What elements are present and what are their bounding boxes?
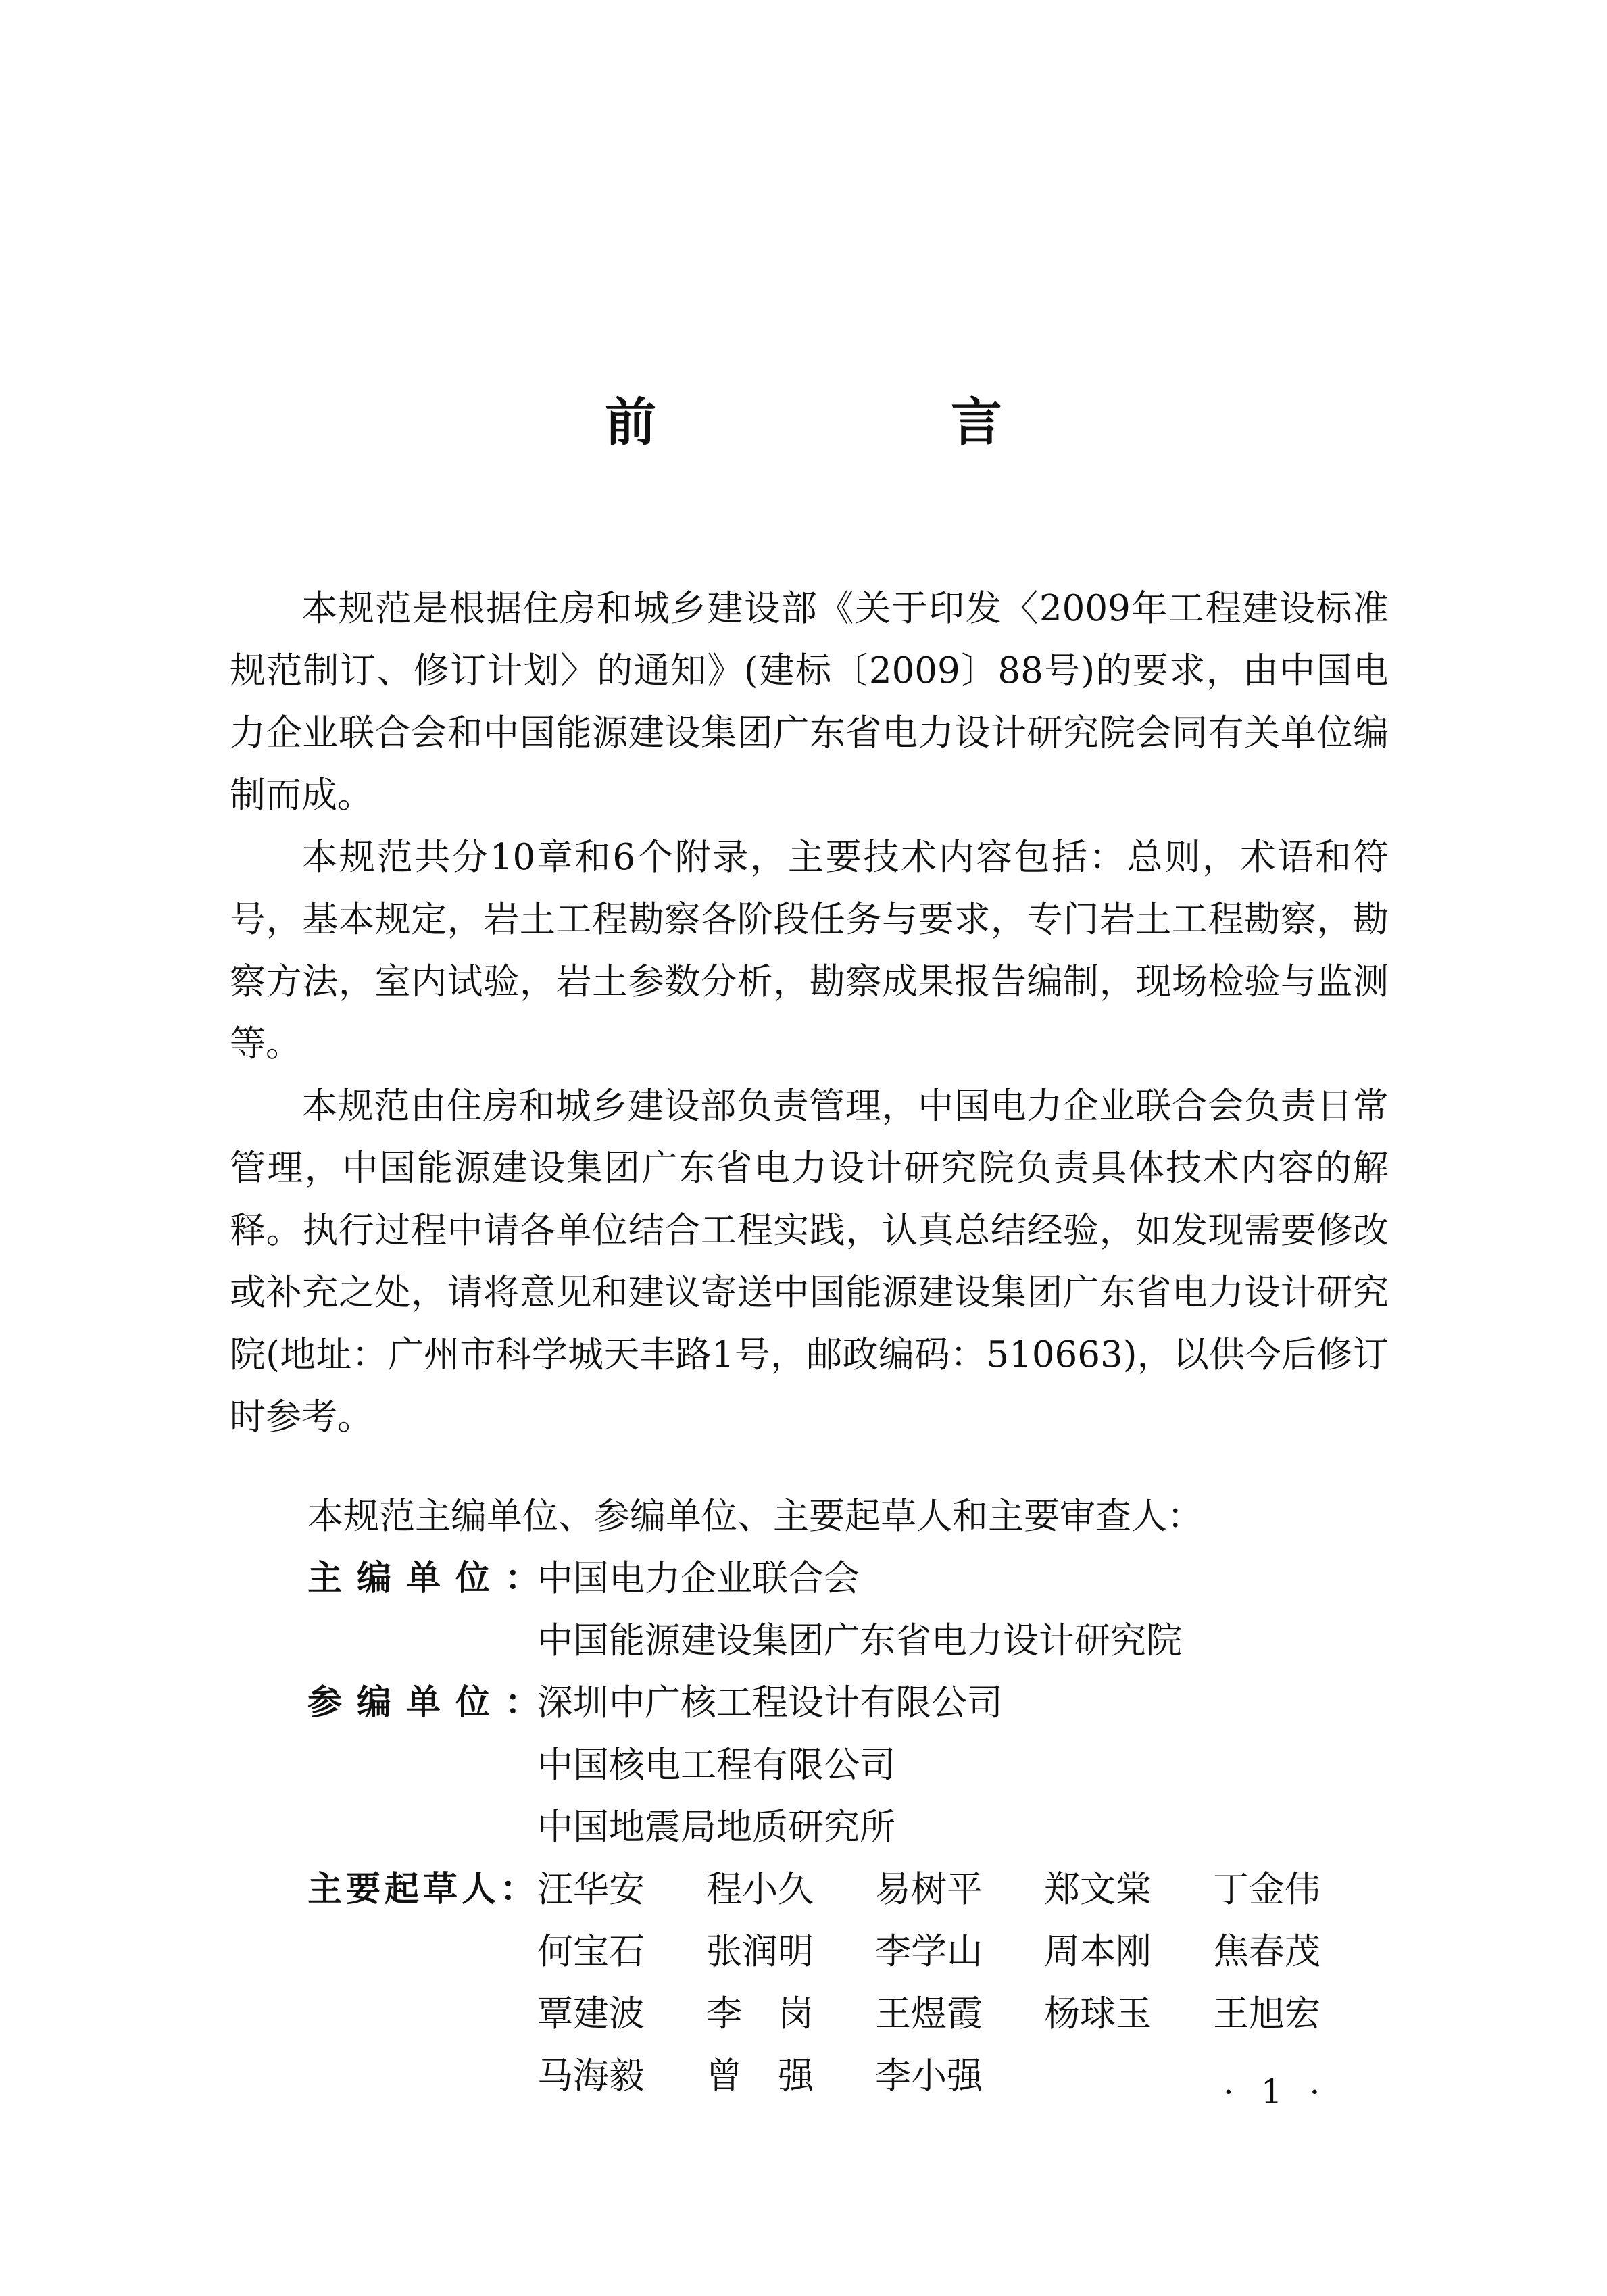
drafter-name: 王旭宏 xyxy=(1213,1993,1320,2034)
body-text xyxy=(230,578,1389,1448)
drafter-name: 张润明 xyxy=(706,1931,814,1972)
roster xyxy=(307,1548,1382,2107)
roster-intro: 本规范主编单位、参编单位、主要起草人和主要审查人： xyxy=(307,1496,1203,1537)
participating-units-list xyxy=(537,1672,1003,1859)
participating-units-label: 参编单位： xyxy=(307,1683,555,1723)
drafters-label: 主要起草人： xyxy=(307,1870,539,1909)
drafter-name: 李 岗 xyxy=(706,1993,814,2034)
page-number: · 1 · xyxy=(1223,2072,1329,2111)
paragraph-2: 本规范共分10章和6个附录，主要技术内容包括：总则，术语和符号，基本规定，岩土工程勘察各阶段任务与要求，专门岩土工程勘察，勘察方法，室内试验，岩土参数分析，勘察成果报告编制，现场检验与监测等。 xyxy=(230,837,1389,1065)
drafter-name: 曾 强 xyxy=(706,2055,814,2097)
chief-units-list xyxy=(537,1548,1182,1672)
chief-units-row xyxy=(307,1548,1382,1672)
participating-unit: 中国地震局地质研究所 xyxy=(537,1807,895,1848)
chief-unit: 中国能源建设集团广东省电力设计研究院 xyxy=(537,1620,1182,1661)
participating-units-row xyxy=(307,1672,1382,1859)
drafter-name: 李学山 xyxy=(875,1931,983,1972)
chief-unit: 中国电力企业联合会 xyxy=(537,1558,860,1599)
drafter-name: 王煜霞 xyxy=(875,1993,983,2034)
drafter-name: 周本刚 xyxy=(1044,1931,1152,1972)
participating-unit: 中国核电工程有限公司 xyxy=(537,1744,895,1786)
drafter-name: 易树平 xyxy=(875,1869,983,1910)
participating-unit: 深圳中广核工程设计有限公司 xyxy=(537,1682,1003,1724)
drafter-name: 焦春茂 xyxy=(1213,1931,1320,1972)
drafter-name: 何宝石 xyxy=(537,1931,645,1972)
paragraph-3: 本规范由住房和城乡建设部负责管理，中国电力企业联合会负责日常管理，中国能源建设集团广东省电力设计研究院负责具体技术内容的解释。执行过程中请各单位结合工程实践，认真总结经验，如发现需要修改或补充之处，请将意见和建议寄送中国能源建设集团广东省电力设计研究院(地址：广州市科学城天丰路1号，邮政编码：510663)，以供今后修订时参考。 xyxy=(230,1085,1389,1438)
drafter-name: 覃建波 xyxy=(537,1993,645,2034)
drafter-name: 程小久 xyxy=(706,1869,814,1910)
drafter-name: 郑文棠 xyxy=(1044,1869,1152,1910)
page-title: 前 言 xyxy=(605,392,1124,452)
drafter-name: 马海毅 xyxy=(537,2055,645,2097)
paragraph-1: 本规范是根据住房和城乡建设部《关于印发〈2009年工程建设标准规范制订、修订计划〉的通知》(建标〔2009〕88号)的要求，由中国电力企业联合会和中国能源建设集团广东省电力设计研究院会同有关单位编制而成。 xyxy=(230,588,1389,816)
drafters-row xyxy=(307,1859,1382,2107)
drafter-name: 丁金伟 xyxy=(1213,1869,1320,1910)
drafter-name: 汪华安 xyxy=(537,1869,645,1910)
drafter-name: 李小强 xyxy=(875,2055,983,2097)
drafter-name: 杨球玉 xyxy=(1044,1993,1152,2034)
chief-units-label: 主编单位： xyxy=(307,1559,555,1598)
